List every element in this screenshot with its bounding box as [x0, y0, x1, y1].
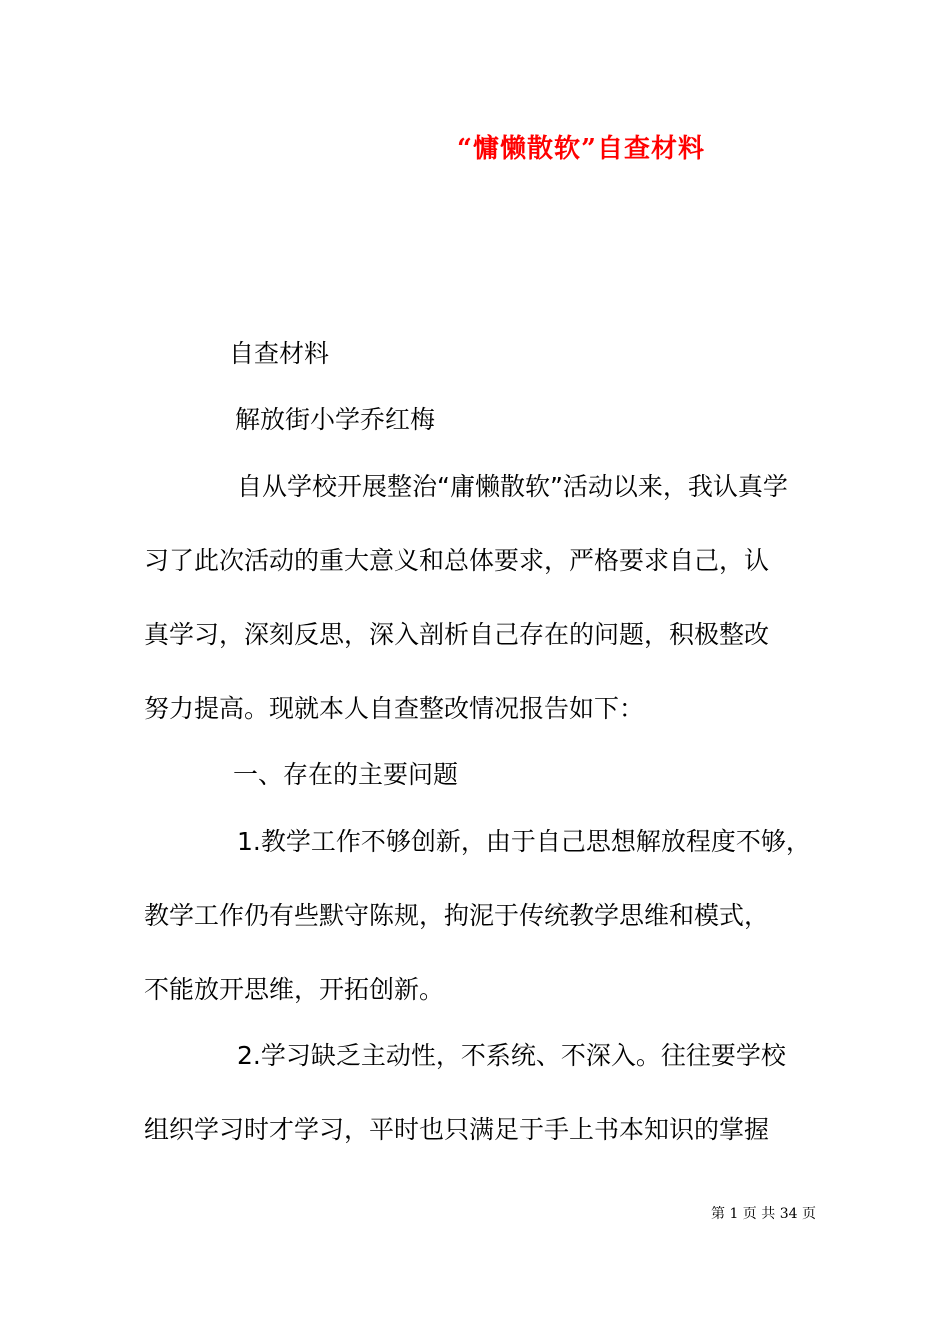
paragraph-line: 2.学习缺乏主动性，不系统、不深入。往往要学校	[237, 1041, 786, 1070]
paragraph-line: 教学工作仍有些默守陈规，拘泥于传统教学思维和模式，	[144, 901, 770, 930]
paragraph-line: 努力提高。现就本人自查整改情况报告如下：	[144, 694, 645, 723]
heading-self-check: 自查材料	[229, 339, 330, 368]
paragraph-line: 习了此次活动的重大意义和总体要求，严格要求自己，认	[144, 546, 770, 575]
paragraph-line: 组织学习时才学习，平时也只满足于手上书本知识的掌握	[144, 1115, 770, 1144]
paragraph-line: 自从学校开展整治“庸懒散软”活动以来，我认真学	[237, 472, 788, 501]
paragraph-line: 1.教学工作不够创新，由于自己思想解放程度不够，	[237, 827, 811, 856]
section-heading: 一、存在的主要问题	[233, 760, 459, 789]
author-line: 解放街小学乔红梅	[235, 405, 436, 434]
paragraph-line: 不能放开思维，开拓创新。	[144, 975, 445, 1004]
document-title: “慵懒散软”自查材料	[457, 134, 705, 164]
page-number: 第 1 页 共 34 页	[711, 1206, 816, 1222]
paragraph-line: 真学习，深刻反思，深入剖析自己存在的问题，积极整改	[144, 620, 770, 649]
